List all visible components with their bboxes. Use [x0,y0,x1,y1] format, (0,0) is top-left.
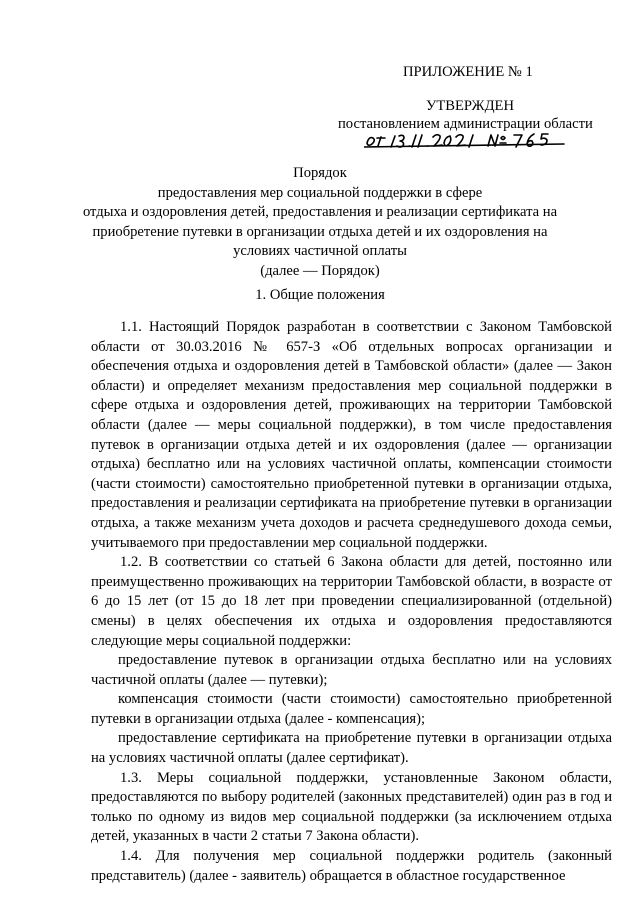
handwritten-date-signature [364,126,574,152]
paragraph-1-2: 1.2. В соответствии со статьей 6 Закона области для детей, постоянно или преимущественно проживающих на территории Тамбовской области, в возрасте от 6 до 15 лет (от 15 до 18 лет при проведении специализированной (отдельной) смены) в целях обеспечения их отдыха и оздоровления предоставляются следующие меры социальной поддержки: [91,554,612,649]
document-body [91,318,612,886]
title-line: условиях частичной оплаты [233,243,407,260]
decree-line: постановлением администрации области [338,116,593,132]
title-line: (далее — Порядок) [260,262,380,279]
appendix-label: ПРИЛОЖЕНИЕ № 1 [403,64,533,80]
paragraph-1-4: 1.4. Для получения мер социальной поддержки родитель (законный представитель) (далее - заявитель) обращается в областное государственное [91,848,612,884]
title-line: отдыха и оздоровления детей, предоставления и реализации сертификата на [82,204,558,221]
title-line: предоставления мер социальной поддержки в сфере [157,184,483,201]
paragraph-1-1: 1.1. Настоящий Порядок разработан в соответствии с Законом Тамбовской области от 30.03.2016 № 657-З «Об отдельных вопросах организации и обеспечения отдыха и оздоровления детей в Тамбовской области» (далее — Закон области) и определяет механизм предоставления мер социальной поддержки в сфере отдыха и оздоровления детей, проживающих на территории Тамбовской области (далее — меры социальной поддержки), в том числе предоставления путевок в организации отдыха детей и их оздоровления (далее — организации отдыха) бесплатно или на условиях частичной оплаты, компенсации стоимости (части стоимости) самостоятельно приобретенной путевки в организации отдыха, предоставления и реализации сертификата на приобретение путевки в организации отдыха, а также механизм учета доходов и расчета среднедушевого дохода семьи, учитываемого при предоставлении мер социальной поддержки. [91,319,612,551]
title-line: Порядок [293,165,347,181]
paragraph-list-item: предоставление сертификата на приобретение путевки в организации отдыха на условиях частичной оплаты (далее сертификат). [91,730,612,767]
paragraph-list-item: предоставление путевок в организации отдыха бесплатно или на условиях частичной оплаты (далее — путевки); [91,652,612,688]
approved-label: УТВЕРЖДЕН [426,98,514,114]
section-heading: 1. Общие положения [255,287,385,303]
paragraph-1-3: 1.3. Меры социальной поддержки, установленные Законом области, предоставляются по выбору родителей (законных представителей) один раз в год и только по одному из видов мер социальной поддержки (за исключением отдыха детей, указанных в части 2 статьи 7 Закона области). [91,769,612,845]
title-line: приобретение путевки в организации отдыха детей и их оздоровления на [92,223,548,240]
document-title [60,164,580,282]
paragraph-list-item: компенсация стоимости (части стоимости) самостоятельно приобретенной путевки в организации отдыха (далее - компенсация); [91,691,612,727]
